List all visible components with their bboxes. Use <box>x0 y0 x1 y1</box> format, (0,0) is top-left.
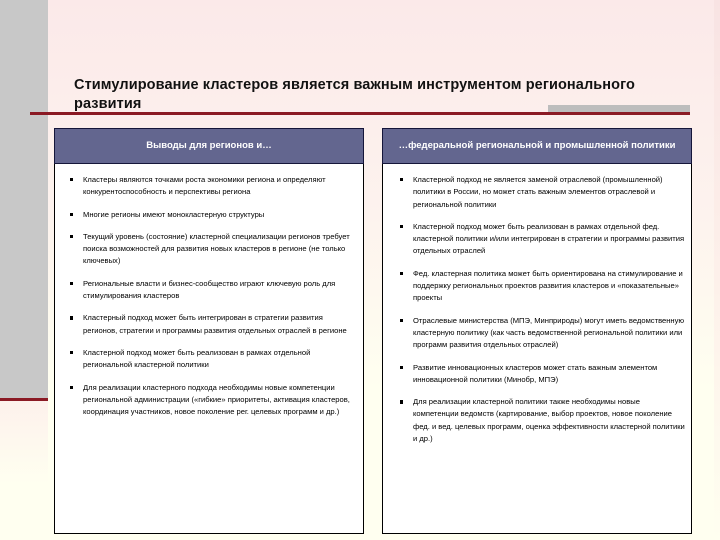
square-bullet-icon <box>400 319 403 322</box>
square-bullet-icon <box>400 178 403 181</box>
list-item-text: Отраслевые министерства (МПЭ, Минприроды) могут иметь ведомственную кластерную политику (как часть ведомственной региональной политики или программ развития отдельных отраслей) <box>413 315 685 350</box>
bullet-list-regions <box>61 174 357 418</box>
list-item <box>61 278 357 303</box>
list-item <box>389 174 685 211</box>
square-bullet-icon <box>70 316 73 319</box>
list-item-text: Фед. кластерная политика может быть ориентирована на стимулирование и поддержку региональных проектов развития кластеров и «показательные» проекты <box>413 268 683 303</box>
two-column-layout <box>54 128 692 534</box>
column-regions-body <box>54 164 364 534</box>
left-grey-band <box>0 0 48 400</box>
list-item-text: Для реализации кластерной политики также необходимы новые компетенции ведомств (картирование, выбор проектов, новое поколение фед. и вед. целевых программ, оценка эффективности кластерной политики и др.) <box>413 397 685 444</box>
square-bullet-icon <box>70 351 73 354</box>
list-item <box>61 312 357 337</box>
list-item <box>389 362 685 387</box>
square-bullet-icon <box>70 386 73 389</box>
lower-left-accent-rule <box>0 398 48 401</box>
square-bullet-icon <box>70 213 73 216</box>
bullet-list-federal-policy <box>389 174 685 445</box>
list-item-text: Многие регионы имеют монокластерную структуры <box>83 209 265 219</box>
list-item <box>389 221 685 258</box>
list-item <box>61 347 357 372</box>
square-bullet-icon <box>70 235 73 238</box>
list-item-text: Текущий уровень (состояние) кластерной специализации регионов требует поиска возможностей для развития новых кластеров в регионе (не только ключевых) <box>83 231 350 266</box>
list-item <box>61 209 357 221</box>
square-bullet-icon <box>400 400 403 403</box>
left-lower-band <box>0 400 48 540</box>
list-item <box>389 396 685 445</box>
slide-title: Стимулирование кластеров является важным инструментом регионального развития <box>74 77 635 112</box>
list-item-text: Кластерной подход не является заменой отраслевой (промышленной) политики в России, но может стать важным элементов отраслевой и региональной политики <box>413 175 663 209</box>
square-bullet-icon <box>70 282 73 285</box>
square-bullet-icon <box>400 272 403 275</box>
list-item-text: Для реализации кластерного подхода необходимы новые компетенции региональной администрации («гибкие» приоритеты, активация кластеров, координация участников, новое поколение рег. целевых программ и др.) <box>83 382 350 417</box>
column-regions-header: Выводы для регионов и… <box>54 128 364 164</box>
list-item-text: Кластерный подход может быть интегрирован в стратегии развития регионов, стратегии и программы развития отдельных отраслей в регионе <box>83 313 347 335</box>
column-federal-policy-header: …федеральной региональной и промышленной политики <box>382 128 692 164</box>
list-item-text: Региональные власти и бизнес-сообщество играют ключевую роль для стимулирования кластеров <box>83 278 336 301</box>
list-item <box>61 174 357 199</box>
column-federal-policy <box>382 128 692 534</box>
list-item <box>389 315 685 352</box>
square-bullet-icon <box>400 225 403 228</box>
list-item-text: Развитие инновационных кластеров может стать важным элементом инновационной политики (Минобр, МПЭ) <box>413 362 658 384</box>
right-edge-band <box>714 0 720 540</box>
column-federal-policy-body <box>382 164 692 534</box>
list-item-text: Кластерной подход может быть реализован в рамках отдельной фед. кластерной политики и/или интегрирован в стратегии и программы развития отдельных отраслей <box>413 221 685 256</box>
square-bullet-icon <box>70 178 73 181</box>
list-item-text: Кластерной подход может быть реализован в рамках отдельной региональной кластерной политики <box>83 347 311 370</box>
list-item <box>389 268 685 305</box>
list-item <box>61 382 357 419</box>
column-regions <box>54 128 364 534</box>
square-bullet-icon <box>400 366 403 369</box>
list-item <box>61 231 357 268</box>
list-item-text: Кластеры являются точками роста экономики региона и определяют конкурентоспособность и перспективы региона <box>83 175 326 197</box>
